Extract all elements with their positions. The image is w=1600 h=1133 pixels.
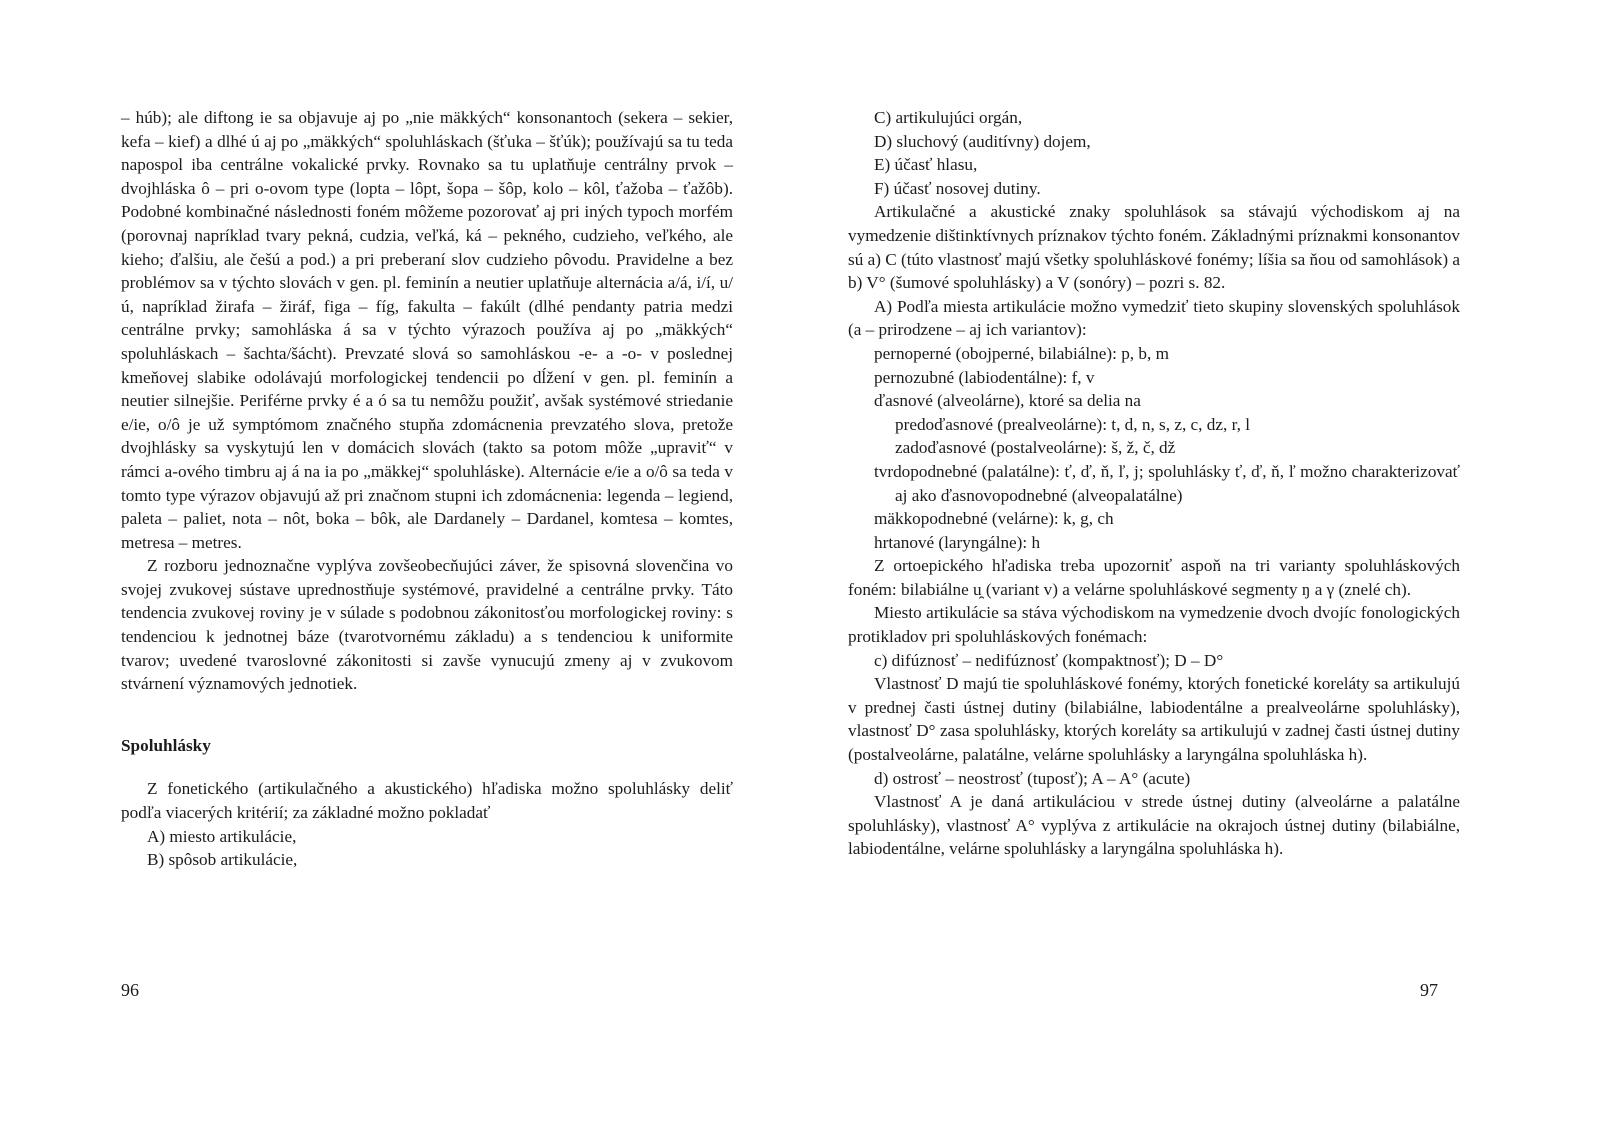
criteria-item: F) účasť nosovej dutiny. (874, 178, 1041, 198)
paragraph-place-basis: Miesto artikulácie sa stáva východiskom na vymedzenie dvoch dvojíc fonologických protikladov pri spoluhláskových fonémach: (848, 603, 1460, 647)
consonant-group-bilabial: pernoperné (obojperné, bilabiálne): p, b, m (874, 343, 1169, 363)
criteria-item: B) spôsob artikulácie, (147, 850, 298, 870)
consonant-group-alveolar: ďasnové (alveolárne), ktoré sa delia na (874, 391, 1141, 411)
opposition-d: d) ostrosť – neostrosť (tuposť); A – A° (acute) (874, 768, 1191, 788)
criteria-item: D) sluchový (auditívny) dojem, (874, 131, 1091, 151)
opposition-c: c) difúznosť – nedifúznosť (kompaktnosť); D – D° (874, 650, 1224, 670)
paragraph-orthoepic: Z ortoepického hľadiska treba upozorniť aspoň na tri varianty spoluhláskových foném: bilabiálne u̯ (variant v) a velárne spoluhláskové segmenty ŋ a γ (znelé ch). (848, 556, 1460, 599)
consonant-group-laryngeal: hrtanové (laryngálne): h (874, 532, 1041, 552)
paragraph-distinctive-features: Artikulačné a akustické znaky spoluhlások sa stávajú východiskom aj na vymedzenie dištinktívnych príznakov týchto foném. Základnými príznakmi konsonantov sú a) C (túto vlastnosť majú všetky spoluhláskové fonémy; líšia sa ňou od samohlások) a b) V° (šumové spoluhlásky) a V (sonóry) – pozri s. 82. (848, 202, 1460, 293)
paragraph-conclusion: Z rozboru jednoznačne vyplýva zovšeobecňujúci záver, že spisovná slovenčina vo svojej zvukovej sústave uprednostňuje systémové, pravidelné a centrálne prvky. Táto tendencia zvukovej roviny je v súlade s podobnou zákonitosťou morfologickej roviny: s tendenciou k jednotnej báze (tvarotvornému základu) a s tendenciou k uniformite tvarov; uvedené tvaroslovné zákonitosti si zavše vynucujú zmeny aj v zvukovom stvárnení významových jednotiek. (121, 556, 733, 694)
paragraph-criteria-intro: Z fonetického (artikulačného a akustického) hľadiska možno spoluhlásky deliť podľa viacerých kritérií; za základné možno pokladať (121, 779, 733, 823)
paragraph-property-D: Vlastnosť D majú tie spoluhláskové fonémy, ktorých fonetické koreláty sa artikulujú v prednej časti ústnej dutiny (bilabiálne, labiodentálne a prealveolárne spoluhlásky), vlastnosť D° zasa spoluhlásky, ktorých koreláty sa artikulujú v zadnej časti ústnej dutiny (postalveolárne, palatálne, velárne spoluhlásky a laryngálna spoluhláska h). (848, 674, 1460, 765)
page-number: 97 (1420, 980, 1438, 1000)
consonant-group-labiodental: pernozubné (labiodentálne): f, v (874, 367, 1095, 387)
right-text-column (848, 106, 1460, 861)
consonant-group-velar: mäkkopodnebné (velárne): k, g, ch (874, 509, 1114, 529)
criteria-item: E) účasť hlasu, (874, 155, 978, 175)
criteria-item: C) artikulujúci orgán, (874, 108, 1023, 127)
left-text-column (121, 106, 733, 872)
page-number: 96 (121, 980, 139, 1000)
section-heading: Spoluhlásky (121, 735, 211, 755)
consonant-group-prealveolar: predoďasnové (prealveolárne): t, d, n, s, z, c, dz, r, l (895, 414, 1250, 434)
consonant-group-palatal: tvrdopodnebné (palatálne): ť, ď, ň, ľ, j; spoluhlásky ť, ď, ň, ľ možno charakterizovať aj ako ďasnovopodnebné (alveopalatálne) (874, 461, 1460, 505)
criteria-item: A) miesto artikulácie, (147, 826, 297, 846)
right-page (800, 0, 1600, 1133)
paragraph-vowel-alternation: – húb); ale diftong ie sa objavuje aj po „nie mäkkých“ konsonantoch (sekera – sekier, kefa – kief) a dlhé ú aj po „mäkkých“ spoluhláskach (šťuka – šťúk); používajú sa tu teda napospol iba centrálne vokalické prvky. Rovnako sa tu uplatňuje centrálny prvok – dvojhláska ô – pri o-ovom type (lopta – lôpt, šopa – šôp, kolo – kôl, ťažoba – ťažôb). Podobné kombinačné následnosti foném môžeme pozorovať aj pri iných typoch morfém (porovnaj napríklad tvary pekná, cudzia, veľká, ká – pekného, cudzieho, veľkého, ale kieho; ďalšiu, ale češú a pod.) a pri preberaní slov cudzieho pôvodu. Pravidelne a bez problémov sa v týchto slovách v gen. pl. feminín a neutier uplatňuje alternácia a/á, i/í, u/ú, napríklad žirafa – žiráf, figa – fíg, fakulta – fakúlt (dlhé pendanty patria medzi centrálne prvky; samohláska á sa v týchto výrazoch používa aj po „mäkkých“ spoluhláskach – šachta/šácht). Prevzaté slová so samohláskou -e- a -o- v poslednej kmeňovej slabike odolávajú morfologickej tendencii po dĺžení v gen. pl. feminín a neutier silnejšie. Periférne prvky é a ó sa tu nemôžu použiť, avšak systémové striedanie e/ie, o/ô je už symptómom značného stupňa zdomácnenia prevzatého slova, pretože dvojhlásky sa vyskytujú len v domácich slovách (takto sa potom môže „upraviť“ v rámci a-ového timbru aj á na ia po „mäkkej“ spoluhláske). Alternácie e/ie a o/ô sa teda v tomto type výrazov objavujú až pri značnom stupni ich zdomácnenia: legenda – legiend, paleta – paliet, nota – nôt, boka – bôk, ale Dardanely – Dardanel, komtesa – komtes, metresa – metres. (121, 108, 733, 552)
paragraph-property-A: Vlastnosť A je daná artikuláciou v strede ústnej dutiny (alveolárne a palatálne spoluhlásky), vlastnosť A° vyplýva z artikulácie na okrajoch ústnej dutiny (bilabiálne, labiodentálne, velárne spoluhlásky a laryngálna spoluhláska h). (848, 792, 1460, 859)
paragraph-place-of-articulation: A) Podľa miesta artikulácie možno vymedziť tieto skupiny slovenských spoluhlások (a – prirodzene – aj ich variantov): (848, 296, 1460, 340)
consonant-group-postalveolar: zadoďasnové (postalveolárne): š, ž, č, dž (895, 438, 1176, 458)
